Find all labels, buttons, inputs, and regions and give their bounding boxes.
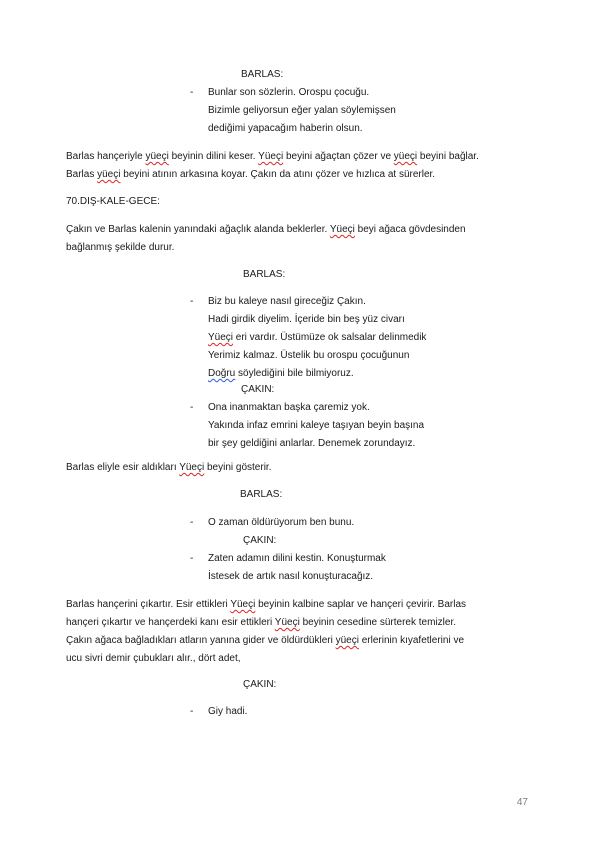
scene-heading: 70.DIŞ-KALE-GECE:	[66, 196, 160, 207]
action-paragraph	[66, 462, 271, 480]
action-line: Çakın ağaca bağladıkları atların yanına gider ve öldürdükleri yüeçi erlerinin kıyafetlerini ve	[66, 635, 465, 646]
character-name: BARLAS:	[240, 489, 283, 500]
dialogue-line: Yakında infaz emrini kaleye taşıyan beyin başına	[208, 420, 425, 431]
dialogue-block	[208, 706, 247, 724]
dialogue-block	[208, 517, 354, 535]
dialogue-dash: -	[190, 706, 194, 717]
action-paragraph	[66, 224, 466, 260]
action-paragraph	[66, 599, 466, 671]
character-name: ÇAKIN:	[243, 535, 277, 546]
dialogue-block	[208, 553, 386, 589]
dialogue-dash: -	[190, 87, 194, 98]
action-line: Barlas hançerini çıkartır. Esir ettikleri Yüeçi beyinin kalbine saplar ve hançeri çevirir. Barlas	[66, 599, 467, 610]
action-line: Barlas eliyle esir aldıkları Yüeçi beyini gösterir.	[66, 462, 272, 473]
dialogue-line: Doğru söylediğini bile bilmiyoruz.	[208, 368, 354, 379]
dialogue-dash: -	[190, 402, 194, 413]
dialogue-line: Ona inanmaktan başka çaremiz yok.	[208, 402, 370, 413]
dialogue-line: Yüeçi eri vardır. Üstümüze ok salsalar delinmedik	[208, 332, 427, 343]
action-line: Barlas hançeriyle yüeçi beyinin dilini keser. Yüeçi beyini ağaçtan çözer ve yüeçi beyini bağlar.	[66, 151, 479, 162]
dialogue-line: Yerimiz kalmaz. Üstelik bu orospu çocuğunun	[208, 350, 410, 361]
character-name: ÇAKIN:	[243, 679, 277, 690]
dialogue-line: Bunlar son sözlerin. Orospu çocuğu.	[208, 87, 370, 98]
character-name: BARLAS:	[241, 69, 284, 80]
dialogue-line: bir şey geldiğini anlarlar. Denemek zorundayız.	[208, 438, 416, 449]
dialogue-line: dediğimi yapacağım haberin olsun.	[208, 123, 363, 134]
action-line: hançeri çıkartır ve hançerdeki kanı esir ettikleri Yüeçi beyinin cesedine sürterek temizler.	[66, 617, 456, 628]
character-name: ÇAKIN:	[241, 384, 275, 395]
dialogue-line: O zaman öldürüyorum ben bunu.	[208, 517, 355, 528]
action-line: Çakın ve Barlas kalenin yanındaki ağaçlık alanda beklerler. Yüeçi beyi ağaca gövdesinden	[66, 224, 466, 235]
dialogue-line: Biz bu kaleye nasıl gireceğiz Çakın.	[208, 296, 366, 307]
dialogue-block	[208, 296, 426, 386]
action-line: Barlas yüeçi beyini atının arkasına koyar. Çakın da atını çözer ve hızlıca at sürerler.	[66, 169, 436, 180]
dialogue-line: Zaten adamın dilini kestin. Konuşturmak	[208, 553, 386, 564]
dialogue-dash: -	[190, 296, 194, 307]
dialogue-block	[208, 87, 396, 141]
character-name: BARLAS:	[243, 269, 286, 280]
dialogue-line: Hadi girdik diyelim. İçeride bin beş yüz civarı	[208, 314, 405, 325]
dialogue-line: Bizimle geliyorsun eğer yalan söylemişsen	[208, 105, 396, 116]
action-paragraph	[66, 151, 479, 187]
action-line: bağlanmış şekilde durur.	[66, 242, 175, 253]
page-number: 47	[516, 797, 528, 808]
dialogue-line: Giy hadi.	[208, 706, 248, 717]
dialogue-dash: -	[190, 517, 194, 528]
dialogue-line: İstesek de artık nasıl konuşturacağız.	[208, 571, 374, 582]
dialogue-block	[208, 402, 424, 456]
action-line: ucu sivri demir çubukları alır., dört adet,	[66, 653, 241, 664]
dialogue-dash: -	[190, 553, 194, 564]
